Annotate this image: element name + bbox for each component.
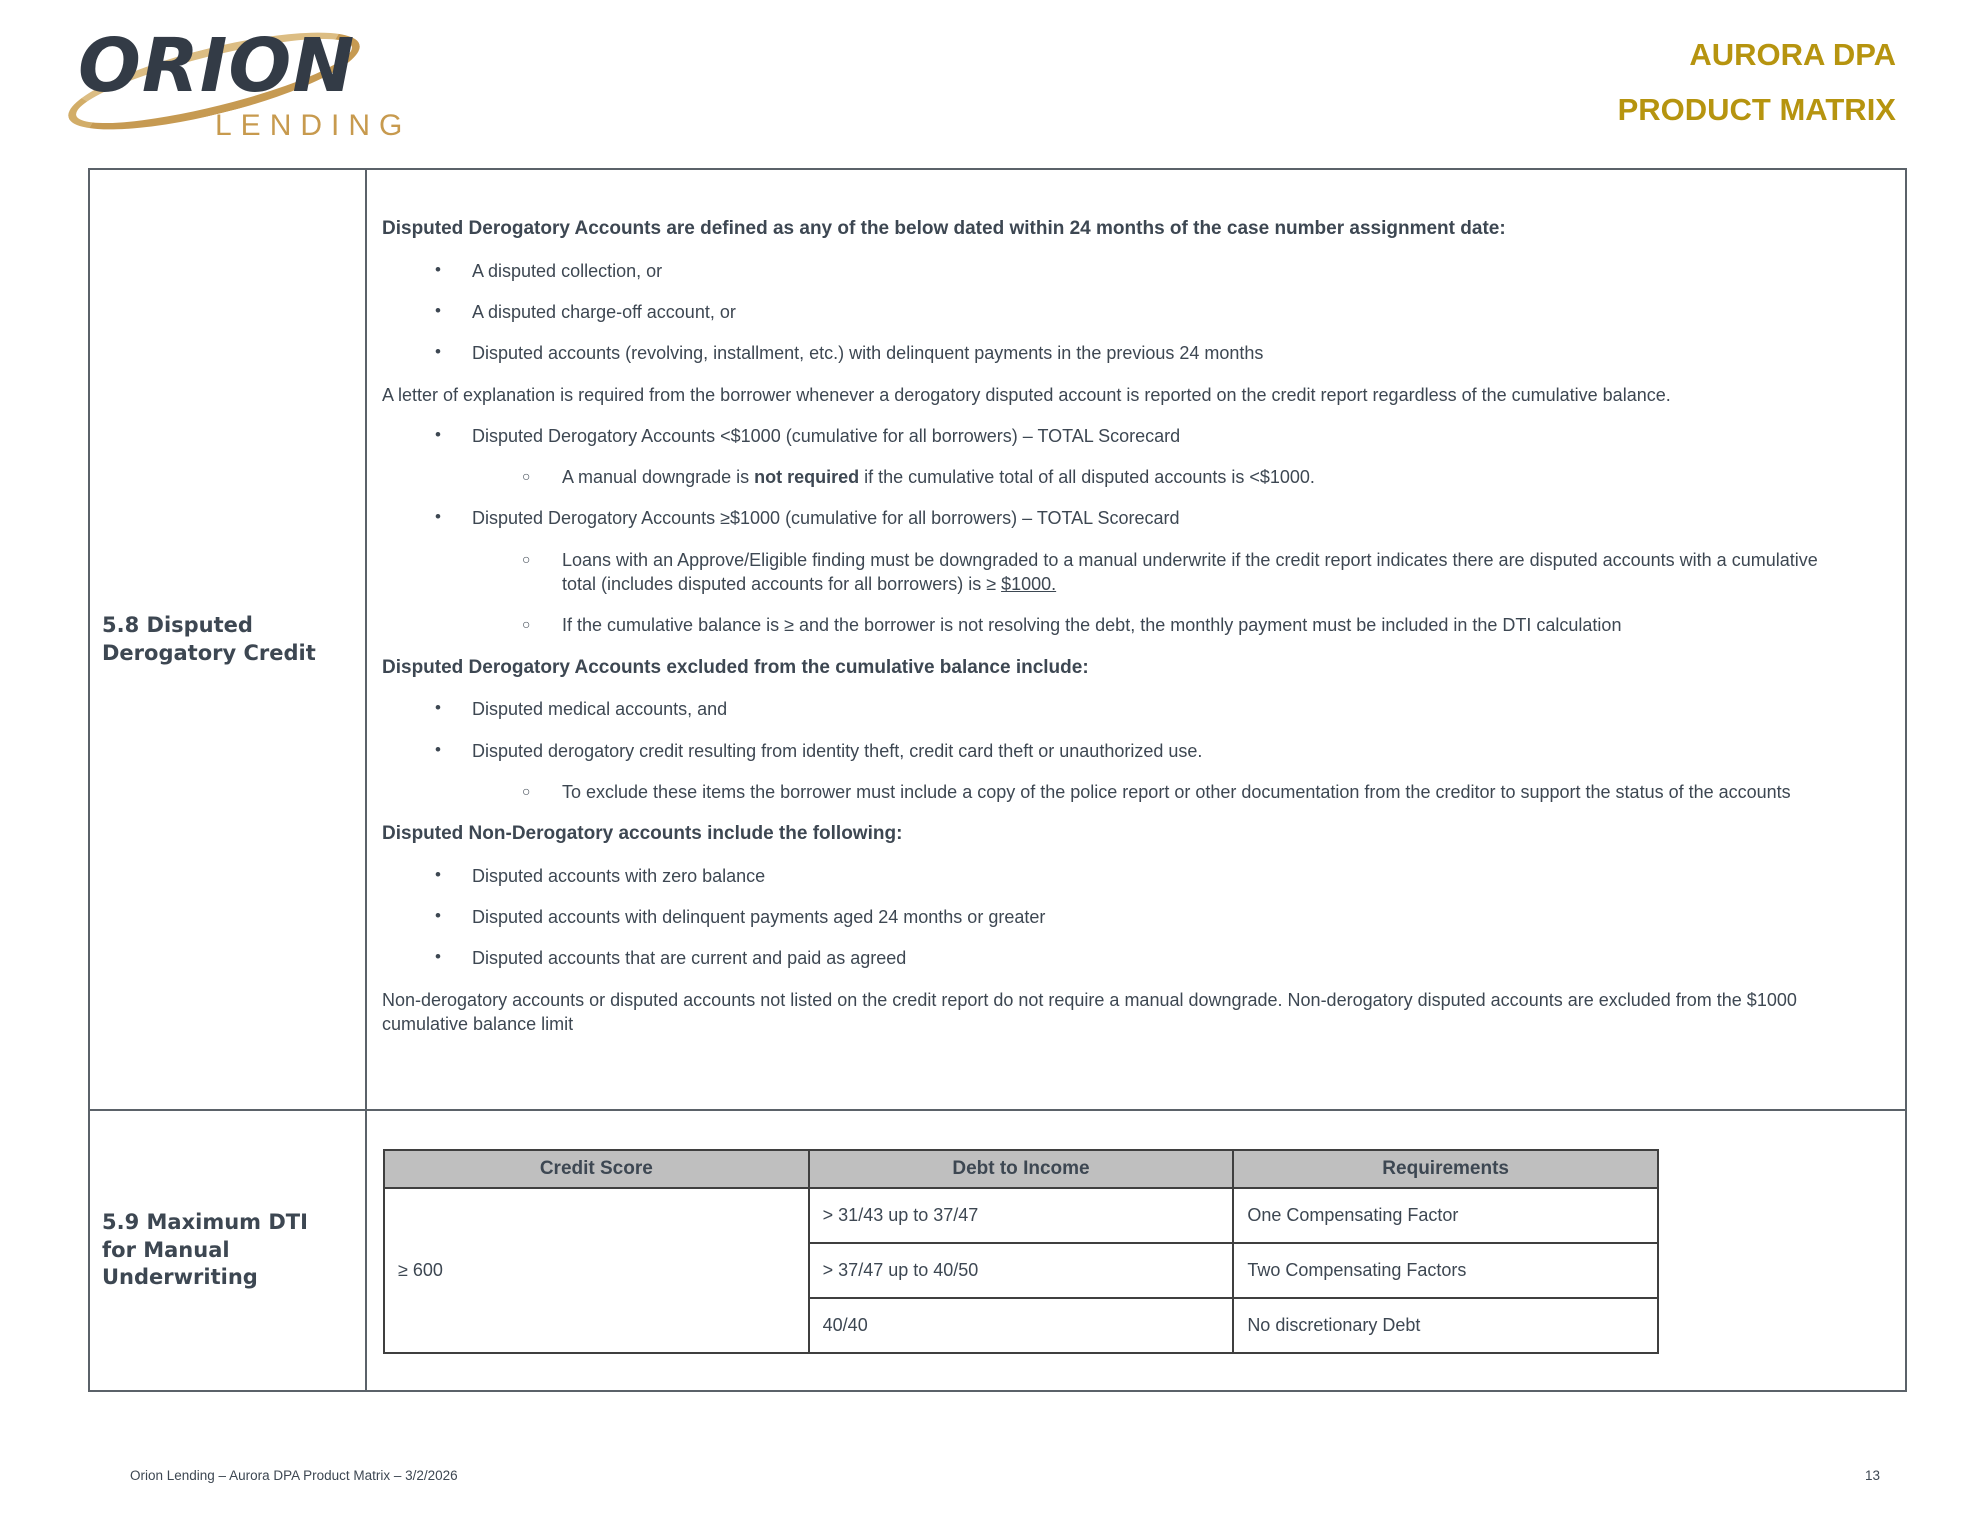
product-matrix-table	[88, 168, 1907, 1392]
debt-to-income-cell: > 31/43 up to 37/47	[809, 1188, 1234, 1243]
dti-requirements-table	[383, 1149, 1659, 1354]
text-segment: Disputed Derogatory Accounts <$1000 (cumulative for all borrowers) – TOTAL Scorecard	[472, 425, 1181, 446]
dti-table-header-row	[384, 1150, 1658, 1188]
bullet-item	[382, 739, 1844, 763]
circle-bullet-icon: ○	[522, 616, 531, 633]
document-title-line1: AURORA DPA	[1689, 37, 1896, 72]
bullet-item	[382, 259, 1844, 283]
text-segment: Disputed accounts (revolving, installment, etc.) with delinquent payments in the previous 24 months	[472, 343, 1264, 364]
bullet-text	[472, 946, 1844, 970]
text-segment: Disputed medical accounts, and	[472, 699, 728, 720]
text-segment: A disputed collection, or	[472, 260, 663, 281]
text-segment: Disputed accounts with delinquent payments aged 24 months or greater	[472, 907, 1046, 928]
text-segment: Disputed Derogatory Accounts ≥$1000 (cumulative for all borrowers) – TOTAL Scorecard	[472, 508, 1180, 529]
bullet-icon: •	[435, 947, 441, 967]
text-segment: If the cumulative balance is ≥ and the borrower is not resolving the debt, the monthly payment must be included in the DTI calculation	[562, 615, 1622, 636]
bullet-item	[382, 864, 1844, 888]
footer-document-title: Orion Lending – Aurora DPA Product Matrix – 3/2/2026	[130, 1468, 458, 1483]
text-segment: Disputed derogatory credit resulting from identity theft, credit card theft or unauthorized use.	[472, 740, 1203, 761]
document-title-line2: PRODUCT MATRIX	[1617, 92, 1896, 128]
text-segment: Loans with an Approve/Eligible finding must be downgraded to a manual underwrite if the credit report indicates there are disputed accounts with a cumulative total (includes disputed accounts for all borrowers) is ≥	[562, 549, 1818, 595]
section-label-5-9	[90, 1111, 367, 1390]
bullet-icon: •	[435, 342, 441, 362]
requirements-cell: One Compensating Factor	[1233, 1188, 1658, 1243]
dti-table-header-cell: Debt to Income	[809, 1150, 1234, 1188]
bullet-text	[472, 905, 1844, 929]
content-paragraph	[382, 383, 1844, 407]
bullet-icon: •	[435, 507, 441, 527]
text-segment: Non-derogatory accounts or disputed accounts not listed on the credit report do not require a manual downgrade. Non-derogatory disputed accounts are excluded from the $1000 cumulative balance limit	[382, 989, 1797, 1034]
bullet-text	[562, 548, 1844, 597]
requirements-cell: Two Compensating Factors	[1233, 1243, 1658, 1298]
debt-to-income-cell: > 37/47 up to 40/50	[809, 1243, 1234, 1298]
bullet-icon: •	[435, 259, 441, 279]
bullet-item	[382, 697, 1844, 721]
text-segment: Disputed Derogatory Accounts are defined as any of the below dated within 24 months of the case number assignment date:	[382, 218, 1506, 239]
bullet-text	[472, 424, 1844, 448]
bullet-text	[472, 259, 1844, 283]
content-heading	[382, 216, 1844, 242]
bullet-icon: •	[435, 698, 441, 718]
text-segment: A letter of explanation is required from the borrower whenever a derogatory disputed account is reported on the credit report regardless of the cumulative balance.	[382, 384, 1671, 405]
bullet-text	[472, 864, 1844, 888]
footer-page-number: 13	[1864, 1468, 1880, 1483]
text-segment: Disputed accounts with zero balance	[472, 865, 766, 886]
bullet-text	[472, 697, 1844, 721]
text-segment: not required	[754, 467, 860, 488]
bullet-icon: •	[435, 424, 441, 444]
bullet-item	[382, 341, 1844, 365]
sub-bullet-item	[382, 465, 1844, 489]
bullet-text	[472, 341, 1844, 365]
sub-bullet-item	[382, 780, 1844, 804]
section-content-5-9	[367, 1111, 1905, 1390]
dti-table-header-cell: Requirements	[1233, 1150, 1658, 1188]
text-segment: $1000.	[1001, 574, 1057, 595]
section-label-5-9-text: 5.9 Maximum DTI for Manual Underwriting	[102, 1209, 308, 1290]
text-segment: A disputed charge-off account, or	[472, 301, 736, 322]
dti-table-header-cell: Credit Score	[384, 1150, 809, 1188]
bullet-icon: •	[435, 906, 441, 926]
text-segment: To exclude these items the borrower must include a copy of the police report or other documentation from the creditor to support the status of the accounts	[562, 781, 1791, 802]
dti-table-row	[384, 1188, 1658, 1243]
bullet-icon: •	[435, 300, 441, 320]
orion-logo	[78, 23, 498, 143]
circle-bullet-icon: ○	[522, 468, 531, 485]
bullet-text	[562, 613, 1844, 637]
section-label-5-8	[90, 170, 367, 1111]
logo-orion-text: ORION	[78, 23, 356, 109]
text-segment: A manual downgrade is	[562, 467, 755, 488]
bullet-text	[472, 506, 1844, 530]
bullet-text	[562, 465, 1844, 489]
bullet-text	[562, 780, 1844, 804]
text-segment: if the cumulative total of all disputed accounts is <$1000.	[859, 467, 1315, 488]
sub-bullet-item	[382, 613, 1844, 637]
section-content-5-8	[367, 170, 1905, 1111]
bullet-text	[472, 739, 1844, 763]
bullet-icon: •	[435, 864, 441, 884]
document-title	[1618, 38, 1896, 127]
circle-bullet-icon: ○	[522, 782, 531, 799]
bullet-item	[382, 424, 1844, 448]
content-heading	[382, 655, 1844, 681]
circle-bullet-icon: ○	[522, 550, 531, 567]
bullet-item	[382, 946, 1844, 970]
bullet-icon: •	[435, 739, 441, 759]
requirements-cell: No discretionary Debt	[1233, 1298, 1658, 1353]
content-heading	[382, 821, 1844, 847]
bullet-item	[382, 300, 1844, 324]
section-label-5-8-text: 5.8 Disputed Derogatory Credit	[102, 612, 316, 665]
bullet-item	[382, 506, 1844, 530]
text-segment: Disputed Derogatory Accounts excluded from the cumulative balance include:	[382, 656, 1089, 678]
bullet-item	[382, 905, 1844, 929]
logo-lending-text: LENDING	[215, 109, 412, 143]
content-paragraph	[382, 988, 1844, 1037]
sub-bullet-item	[382, 548, 1844, 597]
bullet-text	[472, 300, 1844, 324]
text-segment: Disputed Non-Derogatory accounts include the following:	[382, 823, 903, 845]
credit-score-cell: ≥ 600	[384, 1188, 809, 1353]
debt-to-income-cell: 40/40	[809, 1298, 1234, 1353]
text-segment: Disputed accounts that are current and paid as agreed	[472, 948, 907, 969]
